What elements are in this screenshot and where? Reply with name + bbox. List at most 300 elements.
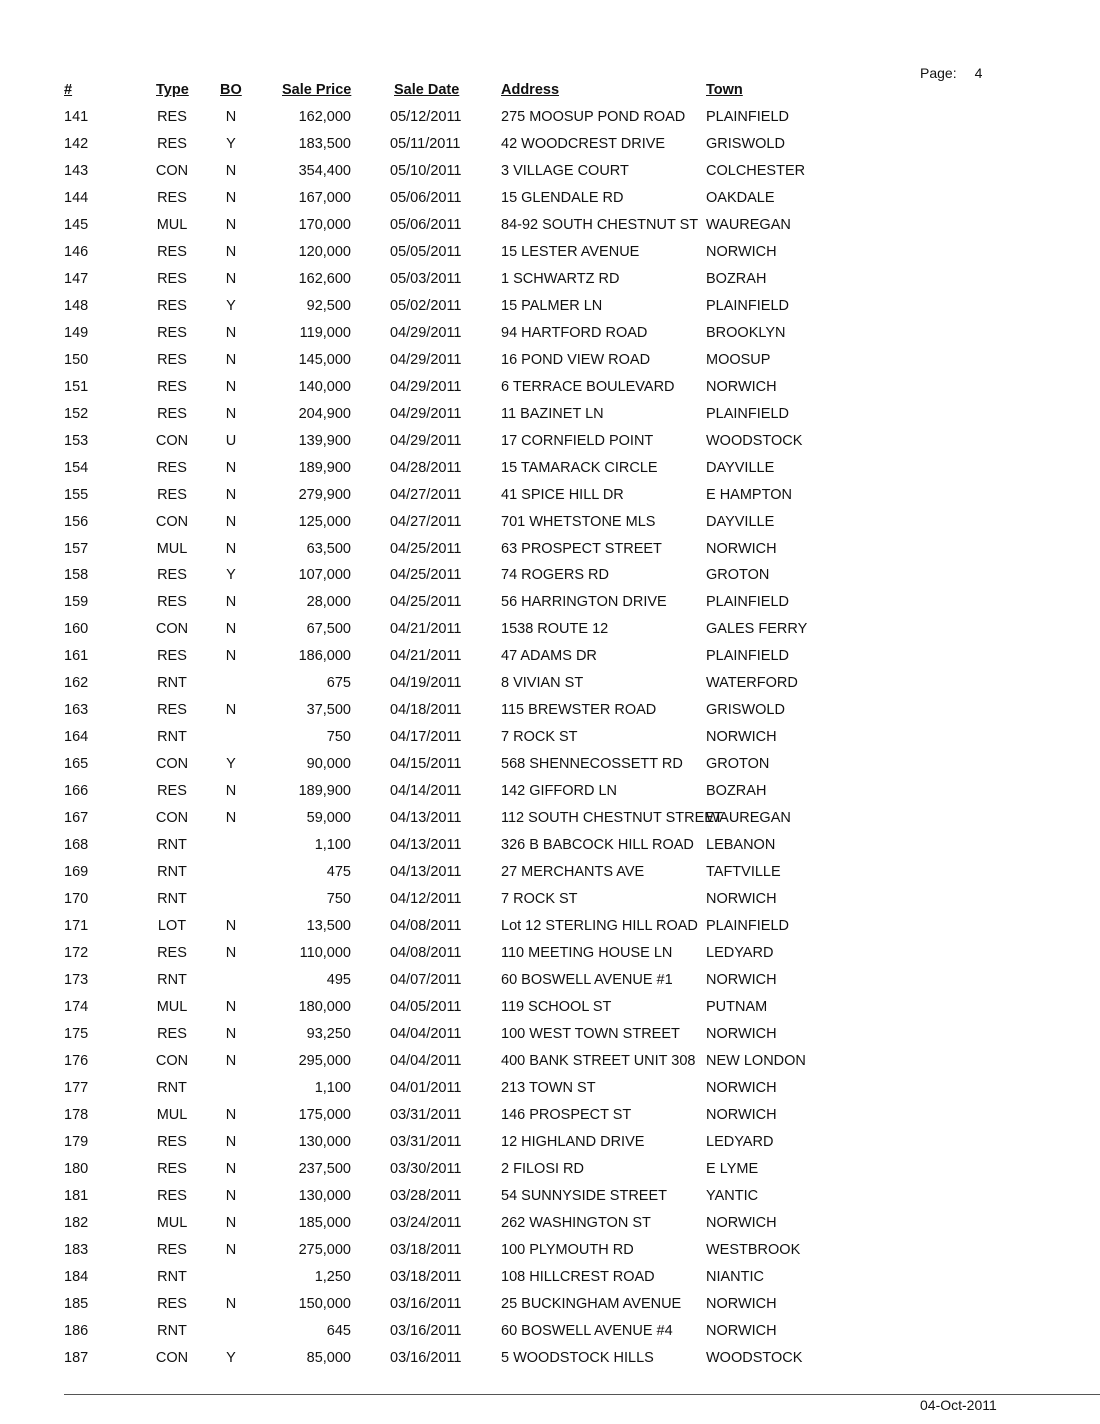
row-sale-date: 04/04/2011 <box>390 1025 462 1042</box>
row-address: 262 WASHINGTON ST <box>501 1214 651 1231</box>
table-row <box>0 428 1100 455</box>
row-number: 166 <box>64 783 89 800</box>
row-number: 145 <box>64 216 89 233</box>
row-town: NORWICH <box>706 1214 777 1231</box>
row-number: 170 <box>64 891 89 908</box>
row-number: 142 <box>64 135 89 152</box>
row-sale-date: 04/01/2011 <box>390 1079 462 1096</box>
row-address: 119 SCHOOL ST <box>501 998 612 1015</box>
row-type: CON <box>155 162 189 179</box>
row-sale-price: 675 <box>326 675 351 692</box>
row-number: 146 <box>64 243 89 260</box>
row-sale-price: 107,000 <box>298 567 351 584</box>
row-number: 179 <box>64 1133 89 1150</box>
row-sale-price: 93,250 <box>306 1025 351 1042</box>
row-sale-date: 03/31/2011 <box>390 1133 462 1150</box>
row-sale-date: 04/17/2011 <box>390 729 462 746</box>
row-bo: N <box>225 513 237 530</box>
row-town: BOZRAH <box>706 270 767 287</box>
row-town: NORWICH <box>706 1322 777 1339</box>
row-bo: N <box>225 918 237 935</box>
row-town: PLAINFIELD <box>706 918 789 935</box>
row-town: MOOSUP <box>706 351 771 368</box>
row-type: LOT <box>157 918 187 935</box>
row-sale-price: 162,000 <box>298 109 351 125</box>
row-type: MUL <box>156 1106 188 1123</box>
table-row <box>0 589 1100 616</box>
row-sale-price: 110,000 <box>299 945 351 962</box>
row-sale-date: 05/02/2011 <box>390 297 462 314</box>
row-bo: N <box>225 1025 237 1042</box>
row-sale-date: 04/29/2011 <box>390 351 462 368</box>
row-sale-date: 04/08/2011 <box>390 918 462 935</box>
table-row <box>0 616 1100 643</box>
row-number: 152 <box>64 405 89 422</box>
row-address: 47 ADAMS DR <box>501 648 597 665</box>
row-type: RES <box>157 1025 187 1042</box>
row-town: WAUREGAN <box>706 810 791 827</box>
row-address: 42 WOODCREST DRIVE <box>501 135 666 152</box>
row-town: OAKDALE <box>706 189 775 206</box>
row-town: GROTON <box>706 756 770 773</box>
row-town: DAYVILLE <box>706 459 775 476</box>
table-row <box>0 724 1100 751</box>
row-sale-price: 185,000 <box>298 1214 351 1231</box>
row-bo: Y <box>226 135 236 152</box>
row-type: RES <box>157 1160 187 1177</box>
row-number: 148 <box>64 297 89 314</box>
row-type: RNT <box>157 1079 187 1096</box>
table-row <box>0 536 1100 563</box>
row-type: RES <box>157 702 187 719</box>
row-address: 5 WOODSTOCK HILLS <box>501 1349 654 1366</box>
row-sale-date: 05/06/2011 <box>390 189 462 206</box>
row-bo: N <box>225 1052 237 1069</box>
row-bo: N <box>225 162 237 179</box>
row-town: PLAINFIELD <box>706 648 789 665</box>
row-sale-date: 03/18/2011 <box>390 1241 462 1258</box>
row-sale-price: 295,000 <box>298 1052 351 1069</box>
row-sale-date: 05/05/2011 <box>390 243 462 260</box>
row-bo: Y <box>226 756 236 773</box>
row-number: 174 <box>64 998 89 1015</box>
row-sale-price: 275,000 <box>298 1241 351 1258</box>
row-number: 178 <box>64 1106 89 1123</box>
table-row <box>0 293 1100 320</box>
table-row <box>0 1129 1100 1156</box>
row-sale-date: 04/12/2011 <box>390 891 462 908</box>
row-type: RNT <box>157 864 187 881</box>
table-row <box>0 347 1100 374</box>
row-sale-date: 04/29/2011 <box>390 432 462 449</box>
row-type: RNT <box>157 891 187 908</box>
row-bo: N <box>225 1295 237 1312</box>
row-address: 100 PLYMOUTH RD <box>501 1241 634 1258</box>
row-sale-date: 04/13/2011 <box>390 864 462 881</box>
row-town: GRISWOLD <box>706 135 785 152</box>
row-town: LEDYARD <box>706 945 774 962</box>
row-sale-date: 04/13/2011 <box>390 837 462 854</box>
header-sale-date: Sale Date <box>394 82 460 98</box>
row-type: MUL <box>156 1214 188 1231</box>
row-sale-date: 04/15/2011 <box>390 756 462 773</box>
row-address: 27 MERCHANTS AVE <box>501 864 645 881</box>
row-town: NORWICH <box>706 1025 777 1042</box>
row-town: NORWICH <box>706 1295 777 1312</box>
row-town: WESTBROOK <box>706 1241 801 1258</box>
row-type: MUL <box>156 216 188 233</box>
row-type: RNT <box>157 729 187 746</box>
row-type: RES <box>157 405 187 422</box>
row-address: 400 BANK STREET UNIT 308 <box>501 1052 696 1069</box>
table-row <box>0 185 1100 212</box>
row-type: CON <box>155 810 189 827</box>
row-type: RNT <box>157 837 187 854</box>
row-sale-date: 04/19/2011 <box>390 675 462 692</box>
row-type: CON <box>155 1349 189 1366</box>
table-row <box>0 1156 1100 1183</box>
row-town: NORWICH <box>706 972 777 988</box>
row-sale-date: 03/24/2011 <box>390 1214 462 1231</box>
row-town: NEW LONDON <box>706 1052 806 1069</box>
row-type: RES <box>157 378 187 395</box>
row-address: 275 MOOSUP POND ROAD <box>501 109 686 125</box>
table-row <box>0 886 1100 913</box>
row-bo: N <box>225 621 237 638</box>
table-row <box>0 320 1100 347</box>
table-row <box>0 1021 1100 1048</box>
row-address: 60 BOSWELL AVENUE #4 <box>501 1322 673 1339</box>
row-town: WATERFORD <box>706 675 798 692</box>
table-row <box>0 994 1100 1021</box>
row-sale-price: 204,900 <box>298 405 351 422</box>
row-sale-price: 130,000 <box>298 1133 351 1150</box>
header-number: # <box>64 82 73 98</box>
row-address: Lot 12 STERLING HILL ROAD <box>501 918 698 935</box>
row-sale-price: 162,600 <box>298 270 351 287</box>
row-sale-price: 279,900 <box>298 486 351 503</box>
row-number: 176 <box>64 1052 89 1069</box>
row-type: RNT <box>157 1322 187 1339</box>
row-address: 326 B BABCOCK HILL ROAD <box>501 837 694 854</box>
row-address: 115 BREWSTER ROAD <box>501 702 657 719</box>
row-bo: N <box>225 324 237 341</box>
table-row <box>0 913 1100 940</box>
row-type: RNT <box>157 1268 187 1285</box>
row-address: 112 SOUTH CHESTNUT STREET <box>501 810 723 827</box>
row-number: 159 <box>64 594 89 611</box>
row-town: YANTIC <box>706 1187 759 1204</box>
row-bo: N <box>225 270 237 287</box>
row-bo: N <box>225 783 237 800</box>
row-number: 177 <box>64 1079 89 1096</box>
row-sale-price: 180,000 <box>298 998 351 1015</box>
row-town: LEDYARD <box>706 1133 774 1150</box>
row-sale-price: 140,000 <box>298 378 351 395</box>
page-number: 4 <box>974 65 983 81</box>
table-row <box>0 805 1100 832</box>
row-sale-date: 03/28/2011 <box>390 1187 462 1204</box>
row-number: 172 <box>64 945 89 962</box>
table-row <box>0 1237 1100 1264</box>
row-bo: N <box>225 594 237 611</box>
row-number: 183 <box>64 1241 89 1258</box>
row-bo: N <box>225 648 237 665</box>
row-town: DAYVILLE <box>706 513 775 530</box>
table-row <box>0 1345 1100 1372</box>
row-address: 701 WHETSTONE MLS <box>501 513 656 530</box>
row-sale-price: 90,000 <box>306 756 351 773</box>
row-number: 144 <box>64 189 89 206</box>
page-indicator <box>920 65 982 81</box>
row-sale-price: 167,000 <box>298 189 351 206</box>
row-sale-price: 1,100 <box>314 837 351 854</box>
row-bo: N <box>225 189 237 206</box>
row-sale-date: 04/14/2011 <box>390 783 462 800</box>
row-bo: U <box>225 432 237 449</box>
row-address: 17 CORNFIELD POINT <box>501 432 654 449</box>
row-type: RES <box>157 945 187 962</box>
row-sale-price: 139,900 <box>298 432 351 449</box>
row-town: COLCHESTER <box>706 162 806 179</box>
row-town: NORWICH <box>706 1106 777 1123</box>
table-row <box>0 562 1100 589</box>
row-type: RES <box>157 567 187 584</box>
row-address: 7 ROCK ST <box>501 891 578 908</box>
row-town: GRISWOLD <box>706 702 785 719</box>
row-sale-date: 04/08/2011 <box>390 945 462 962</box>
row-type: RES <box>157 243 187 260</box>
table-row <box>0 643 1100 670</box>
row-type: RNT <box>157 972 187 988</box>
row-bo: N <box>225 243 237 260</box>
row-sale-price: 119,000 <box>299 324 351 341</box>
row-address: 8 VIVIAN ST <box>501 675 584 692</box>
row-number: 186 <box>64 1322 89 1339</box>
row-type: RES <box>157 351 187 368</box>
header-bo: BO <box>220 82 242 98</box>
row-sale-price: 1,250 <box>314 1268 351 1285</box>
row-bo: N <box>225 945 237 962</box>
row-town: NORWICH <box>706 729 777 746</box>
row-town: BOZRAH <box>706 783 767 800</box>
row-town: PUTNAM <box>706 998 768 1015</box>
table-row <box>0 374 1100 401</box>
row-town: NIANTIC <box>706 1268 764 1285</box>
row-number: 168 <box>64 837 89 854</box>
row-sale-price: 475 <box>326 864 351 881</box>
row-number: 150 <box>64 351 89 368</box>
row-type: RES <box>157 459 187 476</box>
page-label: Page: <box>920 65 957 81</box>
row-town: NORWICH <box>706 243 777 260</box>
row-bo: N <box>225 459 237 476</box>
row-type: CON <box>155 1052 189 1069</box>
row-sale-price: 63,500 <box>306 540 351 557</box>
row-sale-price: 59,000 <box>306 810 351 827</box>
row-town: NORWICH <box>706 891 777 908</box>
table-row <box>0 239 1100 266</box>
row-number: 149 <box>64 324 89 341</box>
row-number: 160 <box>64 621 89 638</box>
row-sale-price: 28,000 <box>306 594 351 611</box>
row-address: 100 WEST TOWN STREET <box>501 1025 680 1042</box>
row-sale-date: 04/18/2011 <box>390 702 462 719</box>
row-address: 15 TAMARACK CIRCLE <box>501 459 658 476</box>
row-sale-date: 04/21/2011 <box>390 648 462 665</box>
row-address: 568 SHENNECOSSETT RD <box>501 756 683 773</box>
row-number: 158 <box>64 567 89 584</box>
row-sale-price: 189,900 <box>298 783 351 800</box>
row-type: RES <box>157 324 187 341</box>
row-number: 184 <box>64 1268 89 1285</box>
row-town: PLAINFIELD <box>706 297 789 314</box>
row-bo: Y <box>226 567 236 584</box>
row-town: GALES FERRY <box>706 621 808 638</box>
row-sale-date: 04/25/2011 <box>390 540 462 557</box>
row-sale-price: 237,500 <box>298 1160 351 1177</box>
row-sale-date: 04/29/2011 <box>390 378 462 395</box>
row-address: 15 PALMER LN <box>501 297 603 314</box>
row-address: 11 BAZINET LN <box>501 405 604 422</box>
row-sale-price: 130,000 <box>298 1187 351 1204</box>
row-address: 1 SCHWARTZ RD <box>501 270 620 287</box>
row-address: 63 PROSPECT STREET <box>501 540 662 557</box>
row-town: PLAINFIELD <box>706 405 789 422</box>
row-bo: N <box>225 1214 237 1231</box>
row-sale-price: 189,900 <box>298 459 351 476</box>
table-row <box>0 859 1100 886</box>
row-sale-price: 750 <box>326 891 351 908</box>
row-bo: N <box>225 1106 237 1123</box>
row-number: 182 <box>64 1214 89 1231</box>
row-town: NORWICH <box>706 540 777 557</box>
row-type: RES <box>157 648 187 665</box>
row-address: 94 HARTFORD ROAD <box>501 324 648 341</box>
row-town: BROOKLYN <box>706 324 786 341</box>
row-sale-price: 645 <box>326 1322 351 1339</box>
row-address: 15 GLENDALE RD <box>501 189 624 206</box>
row-sale-price: 125,000 <box>298 513 351 530</box>
header-town: Town <box>706 82 743 98</box>
row-number: 163 <box>64 702 89 719</box>
row-type: RES <box>157 486 187 503</box>
row-type: RES <box>157 783 187 800</box>
row-type: RES <box>157 1133 187 1150</box>
row-type: MUL <box>156 540 188 557</box>
row-address: 60 BOSWELL AVENUE #1 <box>501 972 673 988</box>
row-number: 156 <box>64 513 89 530</box>
table-row <box>0 967 1100 994</box>
row-sale-price: 145,000 <box>298 351 351 368</box>
row-number: 164 <box>64 729 89 746</box>
row-type: RES <box>157 297 187 314</box>
row-bo: N <box>225 378 237 395</box>
table-row <box>0 778 1100 805</box>
row-number: 153 <box>64 432 89 449</box>
row-sale-date: 04/21/2011 <box>390 621 462 638</box>
row-number: 151 <box>64 378 89 395</box>
row-bo: N <box>225 216 237 233</box>
row-sale-price: 1,100 <box>314 1079 351 1096</box>
row-bo: N <box>225 109 237 125</box>
row-sale-price: 13,500 <box>306 918 351 935</box>
table-row <box>0 509 1100 536</box>
row-address: 56 HARRINGTON DRIVE <box>501 594 667 611</box>
row-type: CON <box>155 756 189 773</box>
row-type: RES <box>157 594 187 611</box>
table-row <box>0 266 1100 293</box>
row-sale-price: 92,500 <box>306 297 351 314</box>
table-row <box>0 1291 1100 1318</box>
row-bo: N <box>225 405 237 422</box>
row-address: 84-92 SOUTH CHESTNUT ST <box>501 216 699 233</box>
row-bo: N <box>225 1241 237 1258</box>
row-address: 213 TOWN ST <box>501 1079 596 1096</box>
row-address: 7 ROCK ST <box>501 729 578 746</box>
row-town: LEBANON <box>706 837 776 854</box>
header-sale-price: Sale Price <box>282 82 352 98</box>
row-sale-date: 05/12/2011 <box>390 109 462 125</box>
table-row <box>0 158 1100 185</box>
row-sale-date: 04/05/2011 <box>390 998 462 1015</box>
row-type: RES <box>157 1241 187 1258</box>
row-type: RES <box>157 109 187 125</box>
row-number: 175 <box>64 1025 89 1042</box>
row-address: 6 TERRACE BOULEVARD <box>501 378 675 395</box>
table-row <box>0 1048 1100 1075</box>
row-address: 15 LESTER AVENUE <box>501 243 640 260</box>
row-number: 147 <box>64 270 89 287</box>
row-number: 185 <box>64 1295 89 1312</box>
row-bo: N <box>225 1187 237 1204</box>
row-town: PLAINFIELD <box>706 594 789 611</box>
footer-divider <box>64 1394 1100 1395</box>
table-row <box>0 940 1100 967</box>
table-row <box>0 1264 1100 1291</box>
table-row <box>0 212 1100 239</box>
row-type: RES <box>157 189 187 206</box>
row-sale-date: 04/04/2011 <box>390 1052 462 1069</box>
row-number: 171 <box>64 918 89 935</box>
row-sale-date: 04/13/2011 <box>390 810 462 827</box>
row-sale-price: 354,400 <box>298 162 351 179</box>
table-row <box>0 697 1100 724</box>
row-type: CON <box>155 621 189 638</box>
row-sale-date: 05/03/2011 <box>390 270 462 287</box>
table-row <box>0 751 1100 778</box>
row-type: CON <box>155 513 189 530</box>
row-address: 2 FILOSI RD <box>501 1160 584 1177</box>
row-number: 143 <box>64 162 89 179</box>
row-type: RES <box>157 1295 187 1312</box>
row-bo: Y <box>226 297 236 314</box>
table-row <box>0 832 1100 859</box>
row-sale-date: 03/30/2011 <box>390 1160 462 1177</box>
row-number: 157 <box>64 540 89 557</box>
row-bo: N <box>225 486 237 503</box>
table-row <box>0 1075 1100 1102</box>
row-sale-date: 04/07/2011 <box>390 972 462 988</box>
table-row <box>0 670 1100 697</box>
row-sale-date: 04/28/2011 <box>390 459 462 476</box>
row-type: RES <box>157 270 187 287</box>
row-address: 1538 ROUTE 12 <box>501 621 609 638</box>
row-sale-date: 05/11/2011 <box>390 135 461 152</box>
row-town: PLAINFIELD <box>706 109 789 125</box>
row-address: 146 PROSPECT ST <box>501 1106 632 1123</box>
row-sale-price: 186,000 <box>298 648 351 665</box>
